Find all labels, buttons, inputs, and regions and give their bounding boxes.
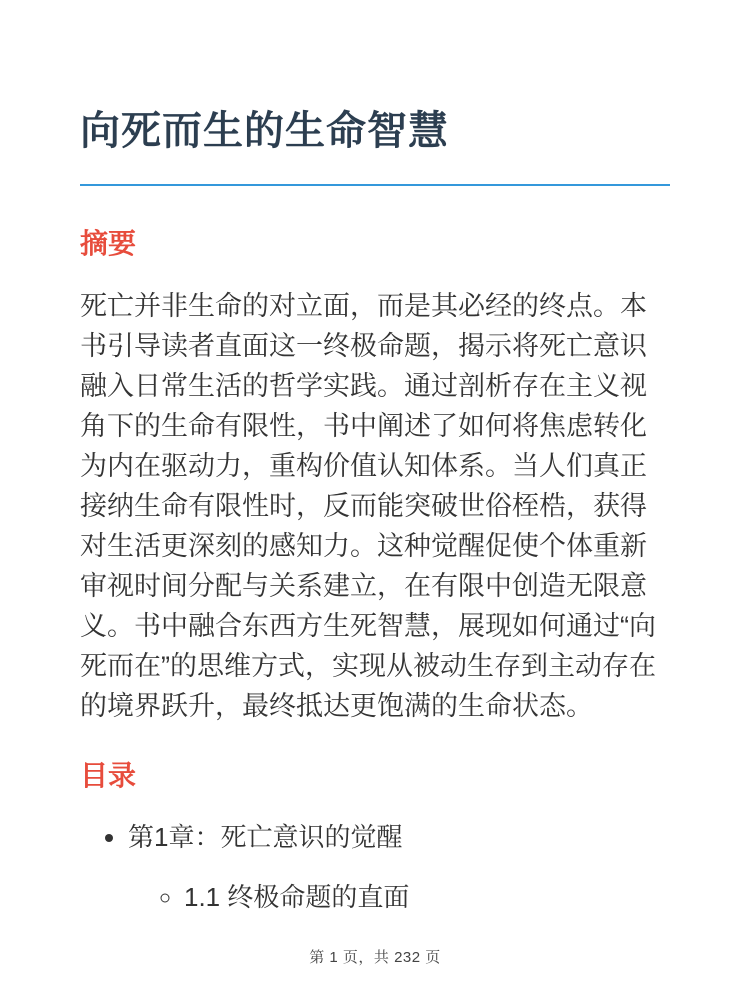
- abstract-text: 死亡并非生命的对立面，而是其必经的终点。本书引导读者直面这一终极命题，揭示将死亡意识融入日常生活的哲学实践。通过剖析存在主义视角下的生命有限性，书中阐述了如何将焦虑转化为内在驱动力，重构价值认知体系。当人们真正接纳生命有限性时，反而能突破世俗桎梏，获得对生活更深刻的感知力。这种觉醒促使个体重新审视时间分配与关系建立，在有限中创造无限意义。书中融合东西方生死智慧，展现如何通过“向死而在”的思维方式，实现从被动生存到主动存在的境界跃升，最终抵达更饱满的生命状态。: [80, 291, 656, 722]
- page-indicator: 第 1 页，共 232 页: [309, 949, 441, 966]
- page-footer: [0, 946, 750, 967]
- toc-item-section: [184, 877, 670, 917]
- toc-section-label: 1.1 终极命题的直面: [184, 881, 410, 912]
- toc-list: [80, 817, 670, 917]
- page-title: 向死而生的生命智慧: [80, 0, 670, 186]
- abstract-heading: 摘要: [80, 228, 137, 259]
- toc-sublist: [128, 877, 670, 917]
- toc-chapter-label: 第1章：死亡意识的觉醒: [128, 821, 403, 852]
- toc-item-chapter: [128, 817, 670, 917]
- toc-heading: 目录: [80, 760, 137, 792]
